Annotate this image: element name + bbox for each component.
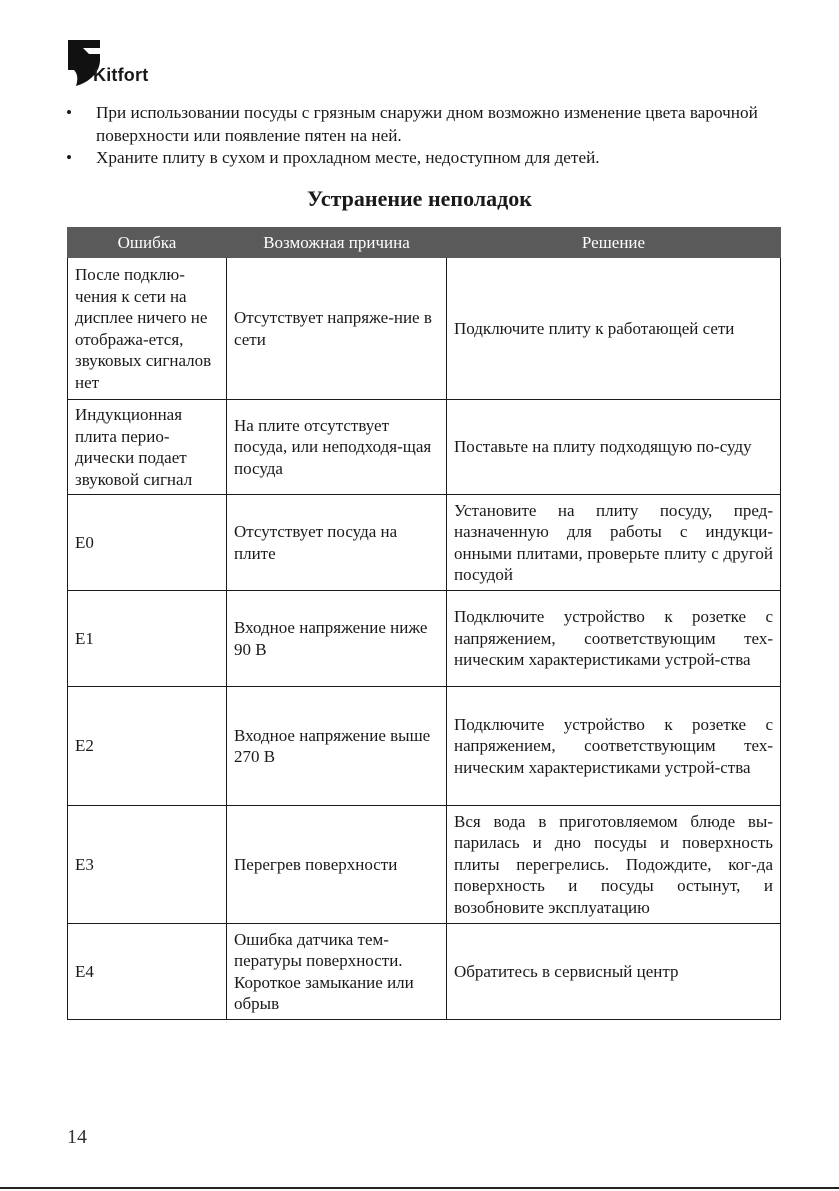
- troubleshooting-table: [67, 227, 781, 1020]
- table-row: [68, 258, 781, 400]
- header-cause: Возможная причина: [227, 228, 447, 258]
- bullet-dot: •: [66, 103, 73, 122]
- bullet-dot: •: [66, 148, 73, 167]
- table-row: [68, 806, 781, 924]
- cause-cell: На плите отсутствует посуда, или неподходя-щая посуда: [227, 400, 447, 495]
- table-row: [68, 591, 781, 687]
- cause-cell: Отсутствует напряже-ние в сети: [227, 258, 447, 400]
- header-error: Ошибка: [68, 228, 227, 258]
- error-cell: E0: [68, 495, 227, 591]
- table-row: [68, 687, 781, 806]
- error-cell: E3: [68, 806, 227, 924]
- brand-logo: [66, 40, 186, 90]
- bullet-item: [66, 147, 786, 170]
- table-row: [68, 495, 781, 591]
- cause-cell: Входное напряжение ниже 90 В: [227, 591, 447, 687]
- solution-cell: Установите на плиту посуду, пред-назначенную для работы с индукци-онными плитами, проверьте плиту с другой посудой: [447, 495, 781, 591]
- solution-cell: Вся вода в приготовляемом блюде вы-парилась и дно посуды и поверхность плиты перегрелись. Подождите, ког-да поверхность и посуды остынут, и возобновите эксплуатацию: [447, 806, 781, 924]
- solution-cell: Поставьте на плиту подходящую по-суду: [447, 400, 781, 495]
- header-solution: Решение: [447, 228, 781, 258]
- section-title: Устранение неполадок: [307, 186, 532, 211]
- error-cell: E4: [68, 924, 227, 1020]
- table-row: [68, 400, 781, 495]
- bullet-text: Храните плиту в сухом и прохладном месте, недоступном для детей.: [96, 148, 600, 167]
- error-cell: Индукционная плита перио-дически подает звуковой сигнал: [68, 400, 227, 495]
- bottom-divider: [0, 1187, 839, 1189]
- bullet-text: При использовании посуды с грязным снаружи дном возможно изменение цвета варочной поверхности или появление пятен на ней.: [96, 103, 758, 145]
- solution-cell: Обратитесь в сервисный центр: [447, 924, 781, 1020]
- cause-cell: Ошибка датчика тем-пературы поверхности. Короткое замыкание или обрыв: [227, 924, 447, 1020]
- page-number: 14: [67, 1126, 87, 1148]
- bullet-list: [66, 102, 786, 170]
- error-cell: E1: [68, 591, 227, 687]
- brand-name: Kitfort: [93, 65, 149, 85]
- solution-cell: Подключите плиту к работающей сети: [447, 258, 781, 400]
- bullet-item: [66, 102, 786, 147]
- table-row: [68, 924, 781, 1020]
- solution-cell: Подключите устройство к розетке с напряжением, соответствующим тех-ническим характеристиками устрой-ства: [447, 591, 781, 687]
- solution-cell: Подключите устройство к розетке с напряжением, соответствующим тех-ническим характеристиками устрой-ства: [447, 687, 781, 806]
- table-header-row: [68, 228, 781, 258]
- cause-cell: Перегрев поверхности: [227, 806, 447, 924]
- error-cell: После подклю-чения к сети на дисплее ничего не отобража-ется, звуковых сигналов нет: [68, 258, 227, 400]
- cause-cell: Отсутствует посуда на плите: [227, 495, 447, 591]
- error-cell: E2: [68, 687, 227, 806]
- cause-cell: Входное напряжение выше 270 В: [227, 687, 447, 806]
